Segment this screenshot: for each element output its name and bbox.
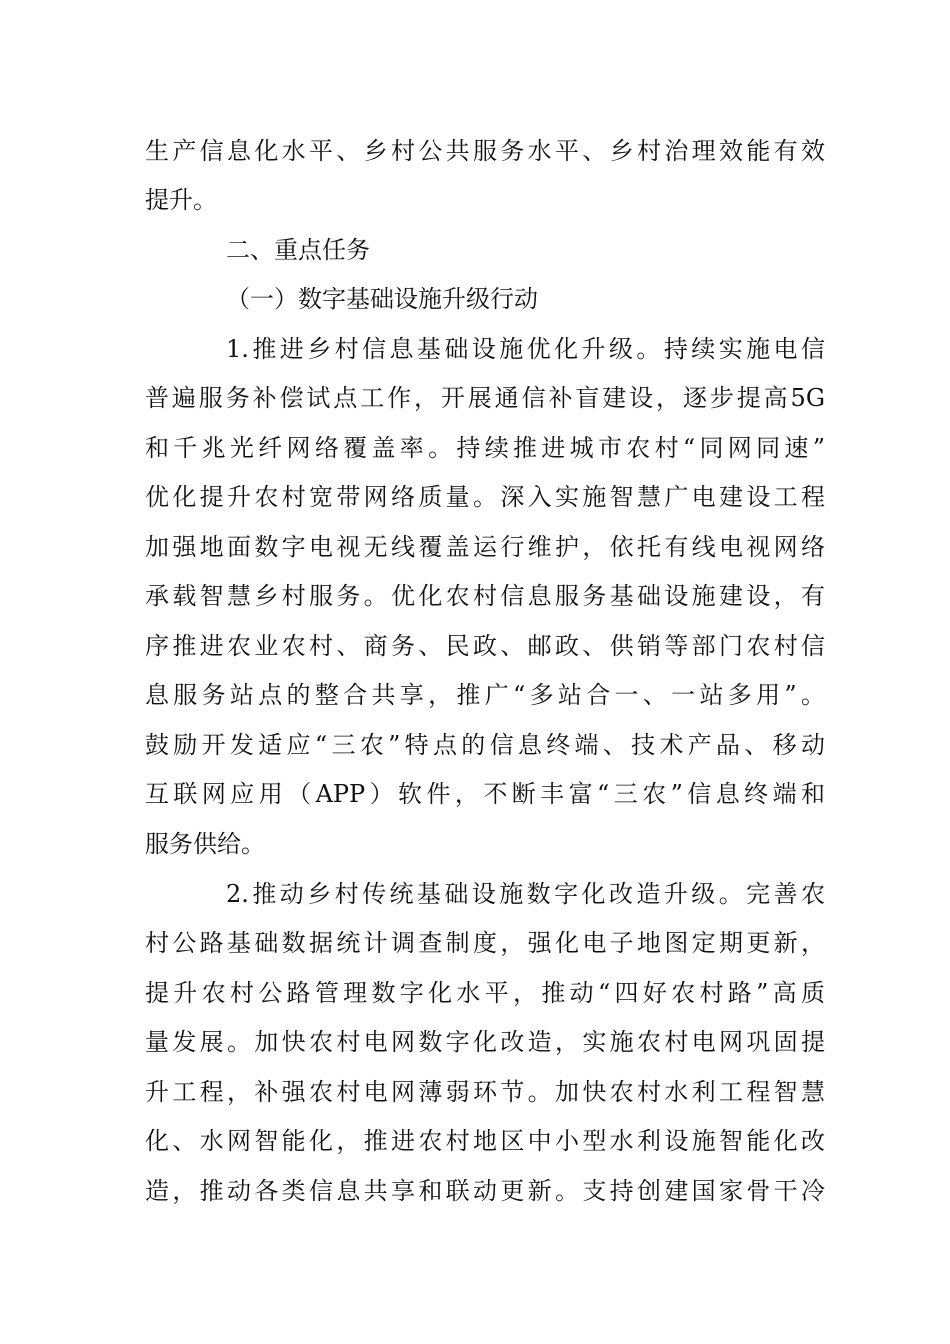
paragraph-line: 息服务站点的整合共享，推广“多站合一、一站多用”。 xyxy=(145,681,825,709)
subsection-heading: （一）数字基础设施升级行动 xyxy=(226,285,538,313)
paragraph-line: 造，推动各类信息共享和联动更新。支持创建国家骨干冷 xyxy=(145,1177,825,1205)
paragraph-line: 鼓励开发适应“三农”特点的信息终端、技术产品、移动 xyxy=(145,731,825,759)
paragraph-line: 村公路基础数据统计调查制度，强化电子地图定期更新， xyxy=(145,929,825,957)
paragraph-line: 承载智慧乡村服务。优化农村信息服务基础设施建设，有 xyxy=(145,582,825,610)
paragraph-line: 提升农村公路管理数字化水平，推动“四好农村路”高质 xyxy=(145,979,825,1007)
item-heading-line: 1.推进乡村信息基础设施优化升级。持续实施电信 xyxy=(226,335,825,363)
paragraph-line: 普遍服务补偿试点工作，开展通信补盲建设，逐步提高5G xyxy=(145,384,825,412)
paragraph-line: 优化提升农村宽带网络质量。深入实施智慧广电建设工程 xyxy=(145,483,825,511)
paragraph-line: 量发展。加快农村电网数字化改造，实施农村电网巩固提 xyxy=(145,1028,825,1056)
paragraph-line: 提升。 xyxy=(145,186,217,214)
paragraph-line: 升工程，补强农村电网薄弱环节。加快农村水利工程智慧 xyxy=(145,1078,825,1106)
paragraph-line: 生产信息化水平、乡村公共服务水平、乡村治理效能有效 xyxy=(145,137,825,165)
paragraph-line: 序推进农业农村、商务、民政、邮政、供销等部门农村信 xyxy=(145,632,825,660)
paragraph-line: 化、水网智能化，推进农村地区中小型水利设施智能化改 xyxy=(145,1127,825,1155)
section-heading: 二、重点任务 xyxy=(226,236,370,264)
paragraph-line: 互联网应用（APP）软件，不断丰富“三农”信息终端和 xyxy=(145,780,825,808)
paragraph-line: 加强地面数字电视无线覆盖运行维护，依托有线电视网络 xyxy=(145,533,825,561)
paragraph-line: 服务供给。 xyxy=(145,830,265,858)
item-heading-line: 2.推动乡村传统基础设施数字化改造升级。完善农 xyxy=(226,880,825,908)
paragraph-line: 和千兆光纤网络覆盖率。持续推进城市农村“同网同速” xyxy=(145,434,825,462)
